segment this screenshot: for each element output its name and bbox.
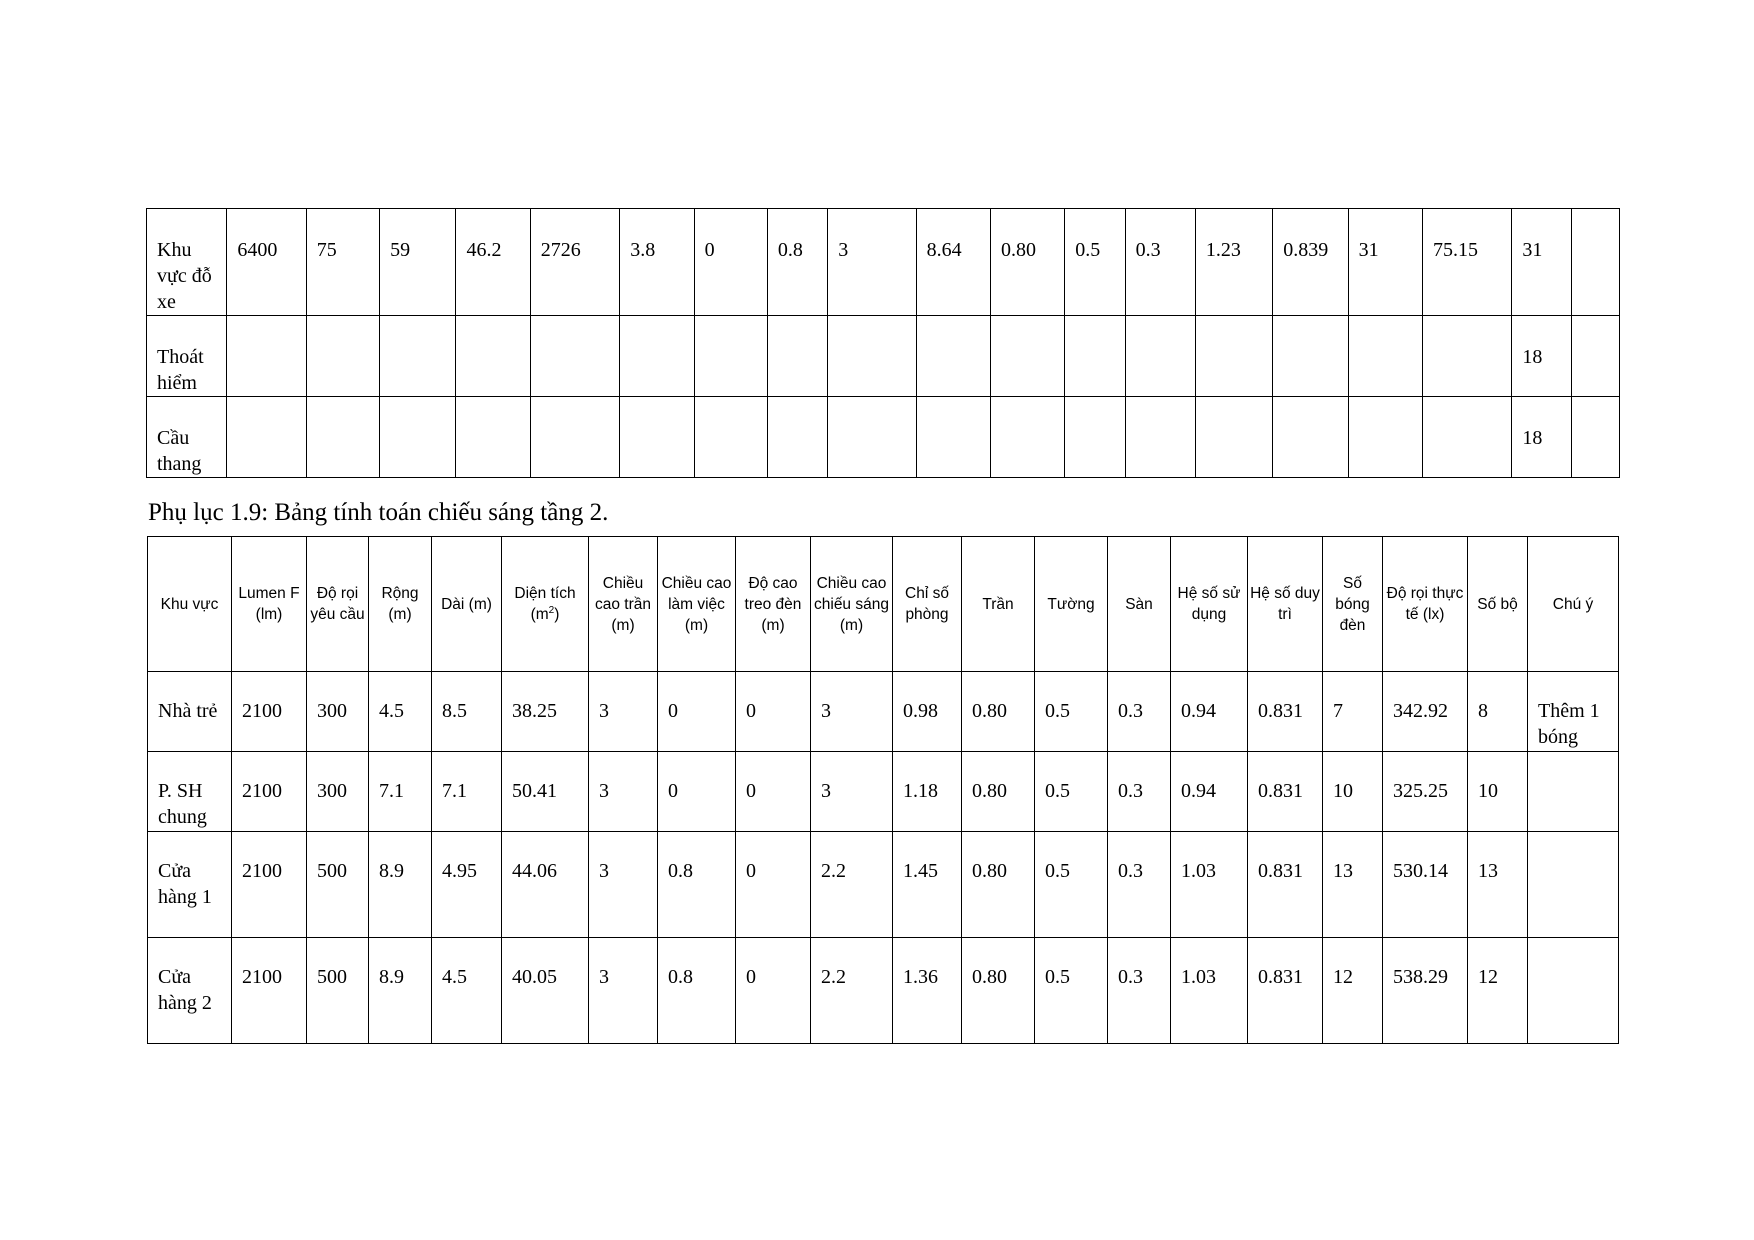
column-header-text: Diện tích (m [514, 585, 576, 623]
table-cell [1195, 397, 1272, 478]
column-header: Rộng (m) [369, 537, 432, 672]
table-cell: 3 [828, 209, 916, 316]
table-cell: 0 [736, 752, 811, 832]
table-cell [620, 316, 694, 397]
table-cell: 0.3 [1125, 209, 1195, 316]
table-cell [694, 316, 767, 397]
table-cell [767, 397, 827, 478]
table-cell: 46.2 [456, 209, 530, 316]
table-cell: 0.80 [990, 209, 1064, 316]
area-unit-close: ) [554, 606, 560, 623]
column-header: Độ rọi thực tế (lx) [1383, 537, 1468, 672]
table-cell: Cửa hàng 2 [148, 938, 232, 1044]
table-cell: 0.831 [1248, 752, 1323, 832]
table-cell: 1.18 [893, 752, 962, 832]
column-header: Hệ số duy trì [1248, 537, 1323, 672]
area-unit-superscript: 2 [548, 604, 555, 616]
table-cell: 0.5 [1035, 832, 1108, 938]
table-cell [1422, 397, 1511, 478]
table-cell: 2726 [530, 209, 619, 316]
column-header: Chiều cao trần (m) [589, 537, 658, 672]
table-cell: 0 [736, 832, 811, 938]
table-cell: 0.3 [1108, 672, 1171, 752]
table-cell: 0 [694, 209, 767, 316]
table-cell [1273, 316, 1348, 397]
table-cell: 300 [307, 752, 369, 832]
table-cell [1125, 316, 1195, 397]
column-header: Hệ số sử dụng [1171, 537, 1248, 672]
table-cell: 10 [1323, 752, 1383, 832]
table-cell: 50.41 [502, 752, 589, 832]
table-cell [380, 316, 456, 397]
table-row [148, 752, 1619, 832]
table-cell: 8.64 [916, 209, 990, 316]
table-cell: 13 [1323, 832, 1383, 938]
table-cell [456, 316, 530, 397]
table-cell [916, 316, 990, 397]
column-header: Chú ý [1528, 537, 1619, 672]
table-cell [227, 316, 306, 397]
table-header-row [148, 537, 1619, 672]
table-cell: 7.1 [369, 752, 432, 832]
table-cell: 2.2 [811, 832, 893, 938]
table-cell: 31 [1512, 209, 1571, 316]
table-row [147, 209, 1620, 316]
table-cell: 342.92 [1383, 672, 1468, 752]
table-cell: 0.3 [1108, 752, 1171, 832]
table-cell: 40.05 [502, 938, 589, 1044]
table-cell: 38.25 [502, 672, 589, 752]
table-cell [828, 397, 916, 478]
table-cell [1065, 397, 1125, 478]
table-cell: 500 [307, 832, 369, 938]
table-cell [1065, 316, 1125, 397]
lighting-calculation-table [147, 536, 1619, 1044]
table-cell: 4.5 [369, 672, 432, 752]
continued-lighting-table [146, 208, 1620, 478]
table-cell: 2100 [232, 832, 307, 938]
table-cell: 325.25 [1383, 752, 1468, 832]
table-cell: 75.15 [1422, 209, 1511, 316]
table-cell [456, 397, 530, 478]
table-cell: 0.831 [1248, 832, 1323, 938]
table-cell: 0.94 [1171, 672, 1248, 752]
table-cell: 0.5 [1035, 938, 1108, 1044]
table-caption: Phụ lục 1.9: Bảng tính toán chiếu sáng tầng 2. [148, 499, 609, 526]
table-cell: 0.80 [962, 832, 1035, 938]
table-cell: 0.831 [1248, 672, 1323, 752]
table-cell [1348, 397, 1422, 478]
table-cell: 7.1 [432, 752, 502, 832]
table-cell: 0.80 [962, 672, 1035, 752]
column-header: Chiều cao chiếu sáng (m) [811, 537, 893, 672]
table-cell: 0 [736, 672, 811, 752]
table-cell: 2100 [232, 938, 307, 1044]
table-cell: 0.3 [1108, 938, 1171, 1044]
table-cell: 75 [306, 209, 379, 316]
table-row [147, 397, 1620, 478]
table-cell: 3 [589, 832, 658, 938]
table-cell [227, 397, 306, 478]
column-header: Số bộ [1468, 537, 1528, 672]
table-cell: 300 [307, 672, 369, 752]
table-cell: 0 [658, 672, 736, 752]
table-row [148, 672, 1619, 752]
table-cell [828, 316, 916, 397]
table-row [147, 316, 1620, 397]
table-cell: Thoát hiểm [147, 316, 227, 397]
table-cell: 0.98 [893, 672, 962, 752]
table-cell: 2100 [232, 672, 307, 752]
table-cell: 13 [1468, 832, 1528, 938]
table-cell: 1.45 [893, 832, 962, 938]
table-cell: 0.839 [1273, 209, 1348, 316]
table-cell: 12 [1468, 938, 1528, 1044]
table-cell [1571, 209, 1619, 316]
table-row [148, 832, 1619, 938]
table-cell: 18 [1512, 397, 1571, 478]
table-cell: 0.8 [767, 209, 827, 316]
table-cell: 0.831 [1248, 938, 1323, 1044]
table-cell: 0.8 [658, 938, 736, 1044]
table-cell: 3.8 [620, 209, 694, 316]
table-cell: 0.8 [658, 832, 736, 938]
table-cell: Cầu thang [147, 397, 227, 478]
table-cell: 538.29 [1383, 938, 1468, 1044]
table-cell: 4.5 [432, 938, 502, 1044]
table-cell: 1.03 [1171, 938, 1248, 1044]
table-cell: 0.94 [1171, 752, 1248, 832]
column-header: Số bóng đèn [1323, 537, 1383, 672]
table-cell: 3 [589, 938, 658, 1044]
column-header: Dài (m) [432, 537, 502, 672]
table-cell [990, 397, 1064, 478]
table-cell: 0.5 [1035, 752, 1108, 832]
table-cell: 0 [736, 938, 811, 1044]
table-cell [1125, 397, 1195, 478]
column-header [502, 537, 589, 672]
column-header: Độ rọi yêu cầu [307, 537, 369, 672]
table-cell: 3 [589, 672, 658, 752]
table-cell: 8 [1468, 672, 1528, 752]
table-cell: Cửa hàng 1 [148, 832, 232, 938]
table-cell: 0.5 [1035, 672, 1108, 752]
table-cell: 12 [1323, 938, 1383, 1044]
table-cell [380, 397, 456, 478]
table-cell: Thêm 1 bóng [1528, 672, 1619, 752]
table-cell: Khu vực đỗ xe [147, 209, 227, 316]
column-header: Chiều cao làm việc (m) [658, 537, 736, 672]
table-cell [1528, 938, 1619, 1044]
table-cell [1195, 316, 1272, 397]
table-cell [1528, 752, 1619, 832]
table-cell [916, 397, 990, 478]
column-header: Trần [962, 537, 1035, 672]
table-cell: 1.36 [893, 938, 962, 1044]
table-cell: 500 [307, 938, 369, 1044]
table-cell: 44.06 [502, 832, 589, 938]
table-cell [1348, 316, 1422, 397]
table-cell [620, 397, 694, 478]
table-cell [1422, 316, 1511, 397]
table-cell: 0.5 [1065, 209, 1125, 316]
table-cell: 530.14 [1383, 832, 1468, 938]
table-cell: 3 [811, 672, 893, 752]
table-cell: 10 [1468, 752, 1528, 832]
table-cell: 4.95 [432, 832, 502, 938]
column-header: Chỉ số phòng [893, 537, 962, 672]
table-cell: 31 [1348, 209, 1422, 316]
table-cell: 0.80 [962, 938, 1035, 1044]
table-cell [1571, 316, 1619, 397]
table-cell: 0 [658, 752, 736, 832]
table-cell [306, 316, 379, 397]
column-header: Tường [1035, 537, 1108, 672]
table-cell: 18 [1512, 316, 1571, 397]
table-cell [1273, 397, 1348, 478]
column-header: Khu vực [148, 537, 232, 672]
table-cell [530, 316, 619, 397]
table-cell: 1.23 [1195, 209, 1272, 316]
table-cell: 0.80 [962, 752, 1035, 832]
table-cell [990, 316, 1064, 397]
table-cell [767, 316, 827, 397]
table-cell [530, 397, 619, 478]
column-header: Độ cao treo đèn (m) [736, 537, 811, 672]
table-cell: 1.03 [1171, 832, 1248, 938]
table-cell: 8.9 [369, 832, 432, 938]
table-cell: 2100 [232, 752, 307, 832]
table-cell [1571, 397, 1619, 478]
table-row [148, 938, 1619, 1044]
table-cell: 7 [1323, 672, 1383, 752]
table-cell: 3 [811, 752, 893, 832]
column-header: Lumen F (lm) [232, 537, 307, 672]
table-cell: 6400 [227, 209, 306, 316]
table-cell: Nhà trẻ [148, 672, 232, 752]
table-cell: 3 [589, 752, 658, 832]
table-cell: 8.9 [369, 938, 432, 1044]
table-cell [1528, 832, 1619, 938]
table-cell [306, 397, 379, 478]
table-cell: 2.2 [811, 938, 893, 1044]
table-cell: 8.5 [432, 672, 502, 752]
table-cell [694, 397, 767, 478]
table-cell: 0.3 [1108, 832, 1171, 938]
table-cell: P. SH chung [148, 752, 232, 832]
table-cell: 59 [380, 209, 456, 316]
column-header: Sàn [1108, 537, 1171, 672]
